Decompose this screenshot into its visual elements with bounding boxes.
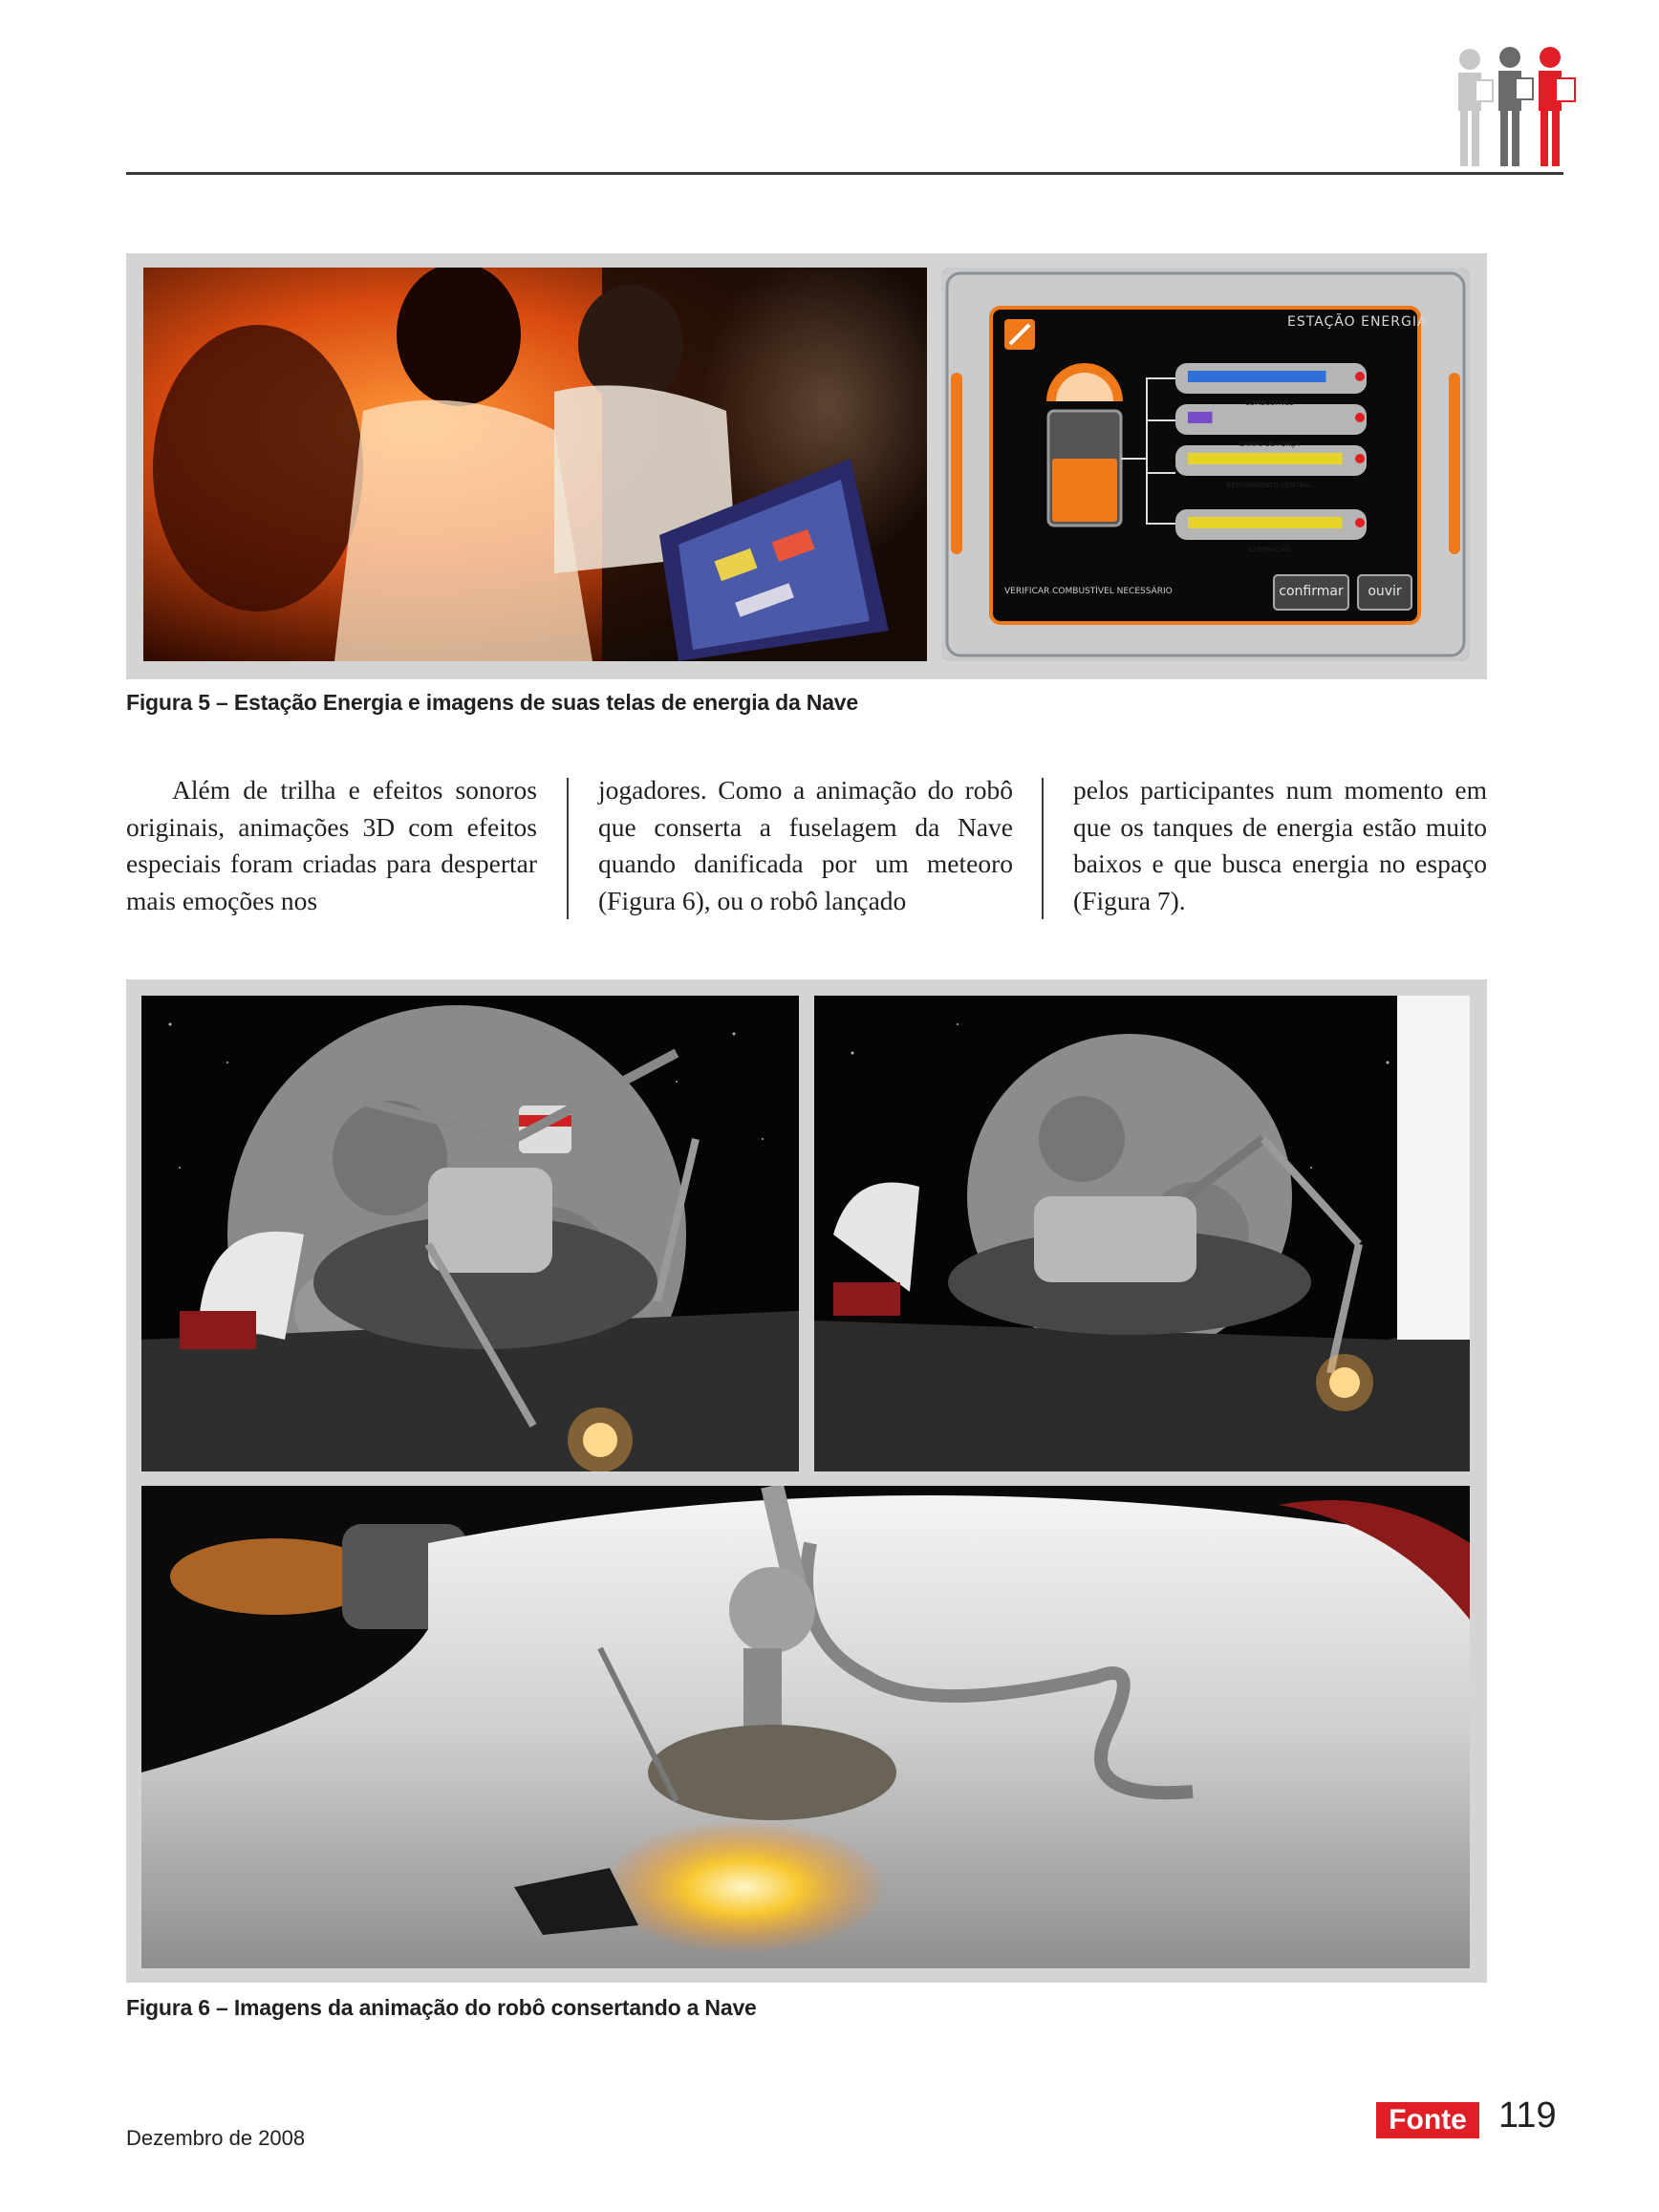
energy-bar-indicator-4 [1355, 518, 1365, 527]
energy-instruction: VERIFICAR COMBUSTÍVEL NECESSÁRIO [1004, 587, 1173, 596]
header-rule [126, 172, 1563, 175]
figure6-render-1 [141, 996, 799, 1471]
figure6-caption: Figura 6 – Imagens da animação do robô consertando a Nave [126, 1995, 757, 2020]
brand-logo: Fonte [1376, 2102, 1479, 2138]
body-column-1: Além de trilha e efeitos sonoros originais, animações 3D com efeitos especiais foram criadas para despertar mais emoções nos [126, 775, 537, 915]
figure6-render-3 [141, 1486, 1470, 1968]
column-rule-2 [1042, 778, 1044, 919]
column-rule-1 [567, 778, 569, 919]
footer-date: Dezembro de 2008 [126, 2126, 306, 2150]
energy-bar-fill-2 [1188, 412, 1213, 423]
body-column-2: jogadores. Como a animação do robô que conserta a fuselagem da Nave quando danificada por um meteoro (Figura 6), ou o robô lançado [598, 775, 1013, 915]
energy-bar-fill-4 [1188, 517, 1343, 528]
page-number: 119 [1498, 2095, 1557, 2136]
energy-bar-label-3: RESFRIAMENTO CENTRAL [1226, 482, 1312, 489]
figure5-photo [143, 268, 927, 661]
energy-bar-indicator-3 [1355, 454, 1365, 463]
people-logo-icon [1449, 40, 1583, 174]
confirm-button[interactable]: confirmar [1279, 584, 1344, 599]
figure6-render-2 [814, 996, 1470, 1471]
energy-bar-indicator-2 [1355, 413, 1365, 422]
energy-station-title: ESTAÇÃO ENERGIA [1287, 314, 1428, 330]
energy-station-screen [941, 268, 1470, 661]
energy-bar-fill-3 [1188, 453, 1343, 464]
energy-bar-fill-1 [1188, 371, 1326, 382]
energy-bar-label-4: ILUMINAÇÃO [1248, 546, 1290, 553]
figure5-caption: Figura 5 – Estação Energia e imagens de suas telas de energia da Nave [126, 690, 858, 715]
body-column-3: pelos participantes num momento em que os tanques de energia estão muito baixos e que busca energia no espaço (Figura 7). [1073, 775, 1487, 915]
energy-bar-label-2: CAMPO DE FORÇA [1239, 440, 1300, 448]
energy-bar-label-1: COMBUSTÍVEL [1244, 399, 1294, 407]
energy-bar-indicator-1 [1355, 372, 1365, 381]
listen-button[interactable]: ouvir [1368, 584, 1402, 599]
